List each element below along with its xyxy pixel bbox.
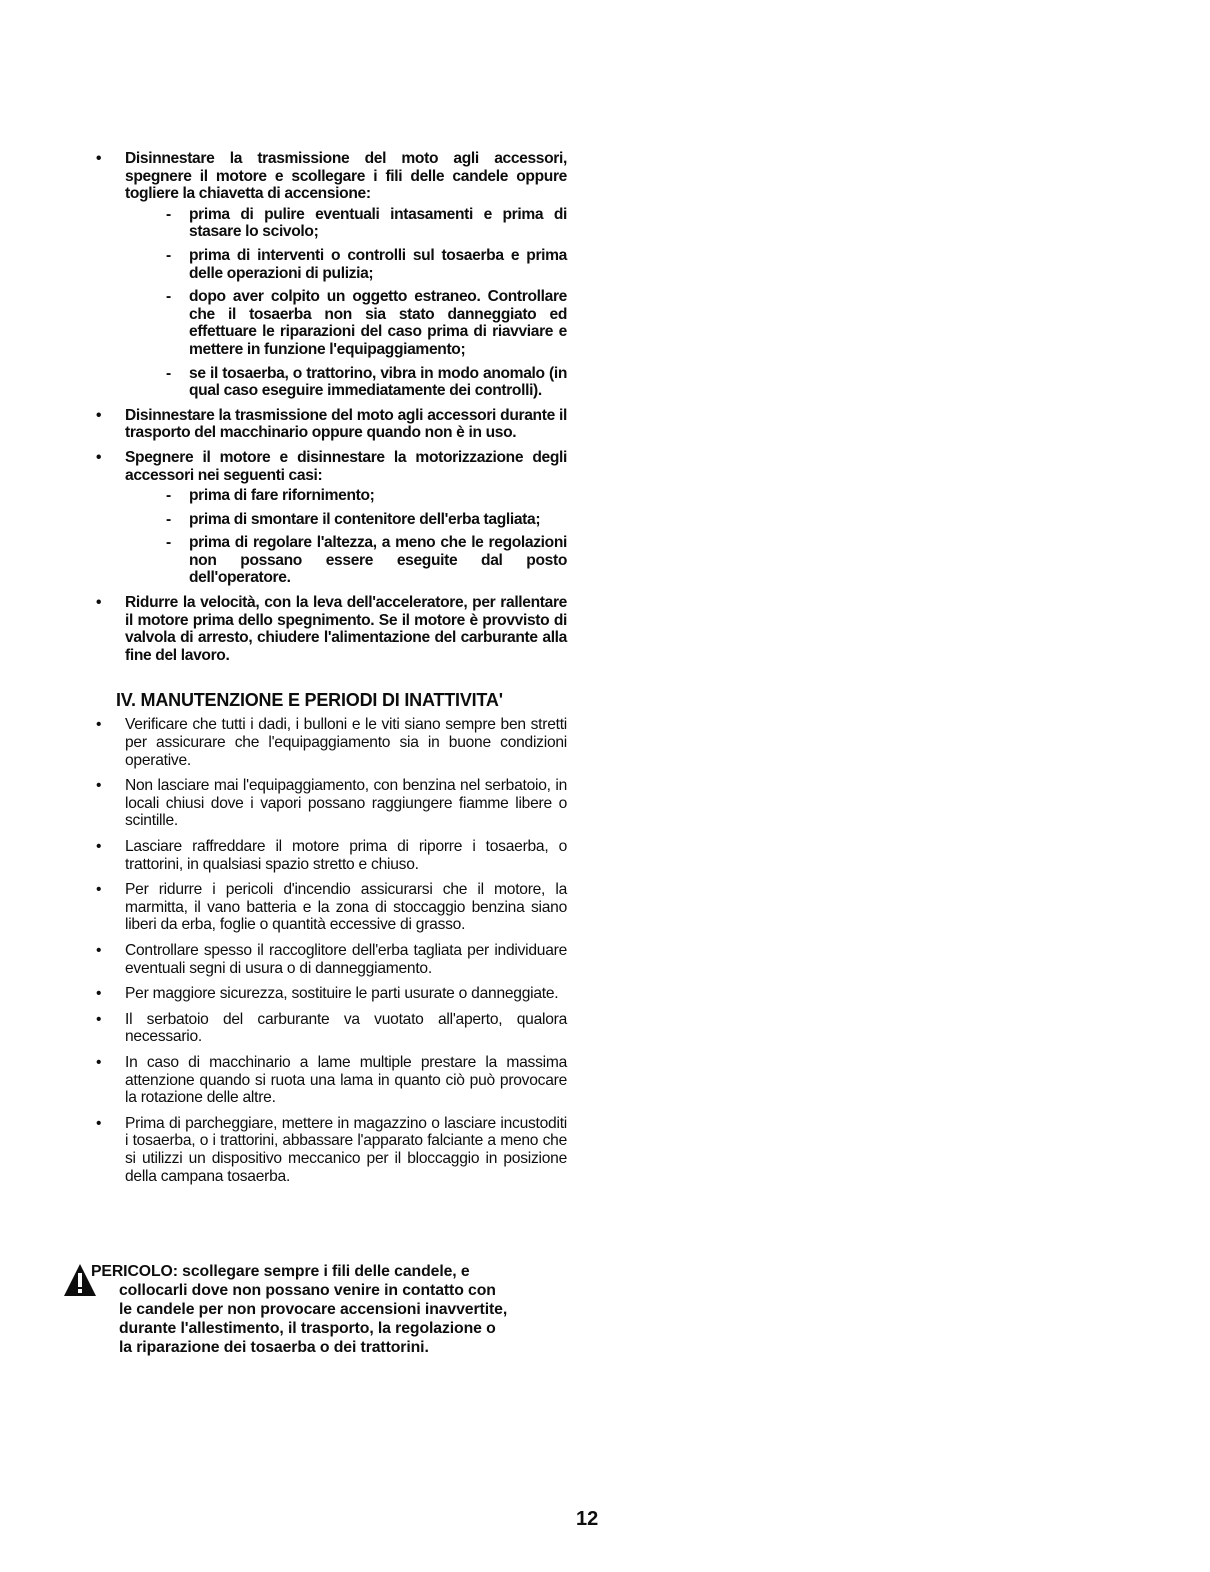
list-item: [92, 594, 567, 664]
section-heading: IV. MANUTENZIONE E PERIODI DI INATTIVITA': [116, 690, 503, 711]
intro-list: [92, 150, 567, 664]
list-item: • Verificare che tutti i dadi, i bulloni e le viti siano sempre ben stretti per assicurare che l'equipaggiamento sia in buone condizioni operative.: [92, 716, 567, 769]
maintenance-list: [92, 716, 567, 1185]
warning-line: PERICOLO: scollegare sempre i fili delle candele, e: [91, 1263, 470, 1280]
list-item: [92, 150, 567, 400]
list-item: • In caso di macchinario a lame multiple prestare la massima attenzione quando si ruota una lama in quanto ciò può provocare la rotazione delle altre.: [92, 1054, 567, 1107]
sub-item: - prima di fare rifornimento;: [125, 487, 567, 505]
sub-item: - prima di smontare il contenitore dell'erba tagliata;: [125, 511, 567, 529]
list-item: • Non lasciare mai l'equipaggiamento, con benzina nel serbatoio, in locali chiusi dove i vapori possano raggiungere fiamme libere o scintille.: [92, 777, 567, 830]
sub-list: [125, 487, 567, 587]
warning-triangle-icon: [63, 1262, 97, 1298]
warning-line: durante l'allestimento, il trasporto, la regolazione o: [119, 1320, 496, 1337]
sub-item: - prima di regolare l'altezza, a meno che le regolazioni non possano essere eseguite dal posto dell'operatore.: [125, 534, 567, 587]
sub-item: - se il tosaerba, o trattorino, vibra in modo anomalo (in qual caso eseguire immediatamente dei controlli).: [125, 365, 567, 400]
sub-list: [125, 206, 567, 400]
sub-item: - dopo aver colpito un oggetto estraneo. Controllare che il tosaerba non sia stato danneggiato ed effettuare le riparazioni del caso prima di riavviare e mettere in funzione l'equipaggiamento;: [125, 288, 567, 358]
list-item: • Controllare spesso il raccoglitore dell'erba tagliata per individuare eventuali segni di usura o di danneggiamento.: [92, 942, 567, 977]
list-item-text: • Disinnestare la trasmissione del moto agli accessori, spegnere il motore e scollegare i fili delle candele oppure togliere la chiavetta di accensione:: [125, 150, 567, 203]
page-number: 12: [576, 1508, 599, 1530]
warning-line: la riparazione dei tosaerba o dei trattorini.: [119, 1339, 429, 1356]
list-item-text: • Disinnestare la trasmissione del moto agli accessori durante il trasporto del macchinario oppure quando non è in uso.: [125, 406, 567, 442]
list-item: • Prima di parcheggiare, mettere in magazzino o lasciare incustoditi i tosaerba, o i trattorini, abbassare l'apparato falciante a meno che si utilizzi un dispositivo meccanico per il bloccaggio in posizione della campana tosaerba.: [92, 1115, 567, 1185]
warning-line: collocarli dove non possano venire in contatto con: [119, 1282, 496, 1299]
list-item: [92, 449, 567, 587]
list-item: • Per ridurre i pericoli d'incendio assicurarsi che il motore, la marmitta, il vano batteria e la zona di stoccaggio benzina siano liberi da erba, foglie o quantità eccessive di grasso.: [92, 881, 567, 934]
list-item-text: • Spegnere il motore e disinnestare la motorizzazione degli accessori nei seguenti casi:: [125, 448, 567, 484]
warning-line: le candele per non provocare accensioni inavvertite,: [119, 1301, 508, 1318]
list-item: • Lasciare raffreddare il motore prima di riporre i tosaerba, o trattorini, in qualsiasi spazio stretto e chiuso.: [92, 838, 567, 873]
list-item: • Per maggiore sicurezza, sostituire le parti usurate o danneggiate.: [92, 985, 567, 1003]
list-item-text: • Ridurre la velocità, con la leva dell'acceleratore, per rallentare il motore prima dello spegnimento. Se il motore è provvisto di valvola di arresto, chiudere l'alimentazione del carburante alla fine del lavoro.: [125, 594, 567, 664]
danger-warning: [63, 1262, 583, 1357]
list-item: • Il serbatoio del carburante va vuotato all'aperto, qualora necessario.: [92, 1011, 567, 1046]
sub-item: - prima di interventi o controlli sul tosaerba e prima delle operazioni di pulizia;: [125, 247, 567, 282]
sub-item: - prima di pulire eventuali intasamenti e prima di stasare lo scivolo;: [125, 206, 567, 241]
main-text-column: [92, 150, 567, 1193]
list-item: [92, 407, 567, 442]
